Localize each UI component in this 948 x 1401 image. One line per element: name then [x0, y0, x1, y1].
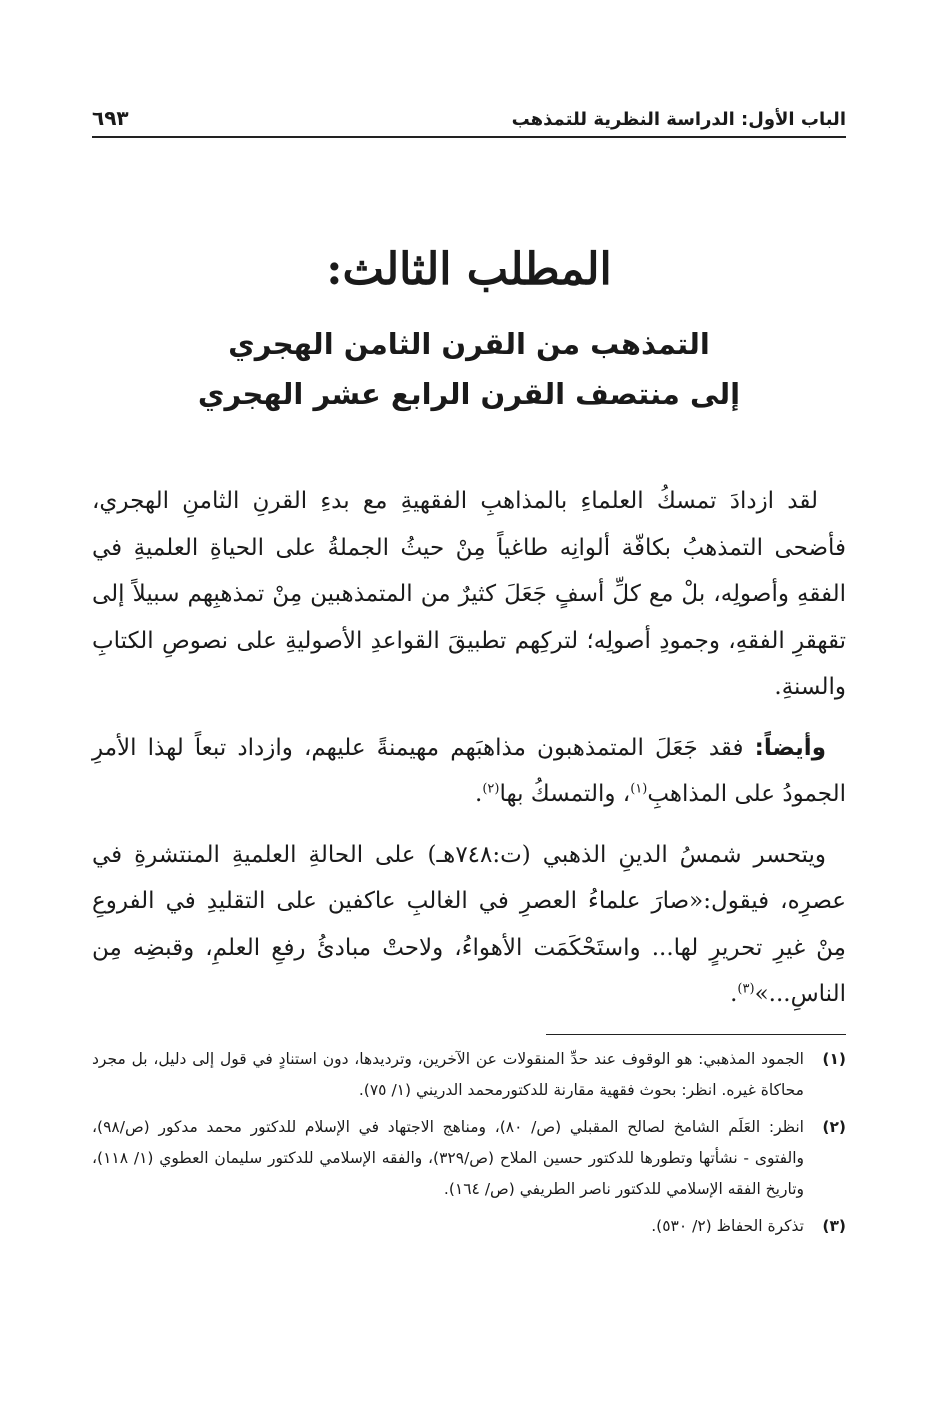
- paragraph-2-text-b: ، والتمسكُ بها: [499, 781, 631, 807]
- paragraph-3-text-a: ويتحسر شمسُ الدينِ الذهبي (ت:٧٤٨هـ) على الحالةِ العلميةِ المنتشرةِ في عصرِه، فيقول:«صارَ علماءُ العصرِ في الغالبِ عاكفين على التقليدِ في الفروعِ مِنْ غيرِ تحريرٍ لها... واستَحْكَمَت الأهواءُ، ولاحتْ مبادئُ رفعِ العلمِ، وقبضِه مِن الناسِ...»: [92, 841, 847, 1007]
- footnote-item: [92, 1044, 846, 1106]
- paragraph-2: [92, 725, 846, 818]
- footnote-item: [92, 1112, 846, 1205]
- paragraph-2-lead: وأيضاً:: [754, 734, 826, 761]
- footnote-number: (٣): [822, 1217, 846, 1235]
- paragraph-2-text-c: .: [475, 781, 483, 807]
- section-label: المطلب الثالث:: [326, 244, 612, 295]
- paragraph-2-text-a: فقد جَعَلَ المتمذهبون مذاهبَهم مهيمنةً عليهم، وازداد تبعاً لهذا الأمرِ الجمودُ على المذاهبِ: [92, 734, 846, 807]
- footnote-number: (١): [822, 1050, 846, 1068]
- running-title: الباب الأول: الدراسة النظرية للتمذهب: [511, 109, 846, 130]
- paragraph-3: [92, 832, 846, 1018]
- footnote-number: (٢): [822, 1118, 846, 1136]
- footnote-divider: [546, 1034, 846, 1035]
- footnote-item: [92, 1211, 846, 1242]
- footnote-text: انظر: العَلَم الشامخ لصالح المقبلي (ص/ ٨٠)، ومناهج الاجتهاد في الإسلام للدكتور محمد مدكور (ص/٩٨)، والفتوى - نشأتها وتطورها للدكتور حسين الملاح (ص/٣٢٩)، والفقه الإسلامي للدكتور سليمان العطوي (١/ ١١٨)، وتاريخ الفقه الإسلامي للدكتور ناصر الطريفي (ص/ ١٦٤).: [92, 1118, 804, 1198]
- body-text: [92, 478, 846, 1032]
- page-number: ٦٩٣: [92, 106, 129, 130]
- footnote-text: تذكرة الحفاظ (٢/ ٥٣٠).: [651, 1217, 804, 1235]
- footnotes: [92, 1044, 846, 1248]
- footnote-text: الجمود المذهبي: هو الوقوف عند حدِّ المنقولات عن الآخرين، وترديدها، دون استنادٍ في قول إلى دليل، بل مجرد محاكاة غيره. انظر: بحوث فقهية مقارنة للدكتورمحمد الدريني (١/ ٧٥).: [92, 1050, 804, 1099]
- footnote-ref-1[interactable]: (١): [630, 781, 648, 797]
- footnote-ref-2[interactable]: (٢): [482, 781, 500, 797]
- section-title-line-1: التمذهب من القرن الثامن الهجري: [228, 327, 710, 361]
- paragraph-3-text-b: .: [730, 981, 738, 1007]
- section-title-line-2: إلى منتصف القرن الرابع عشر الهجري: [197, 377, 741, 411]
- footnote-ref-3[interactable]: (٣): [737, 981, 755, 997]
- running-head: [92, 104, 846, 138]
- paragraph-1: لقد ازدادَ تمسكُ العلماءِ بالمذاهبِ الفقهيةِ مع بدءِ القرنِ الثامنِ الهجري، فأضحى التمذهبُ بكافّة ألوانِه طاغياً مِنْ حيثُ الجملةُ على الحياةِ العلميةِ في الفقهِ وأصولِه، بلْ مع كلِّ أسفٍ جَعَلَ كثيرٌ من المتمذهبين مِنْ تمذهبِهم سبيلاً إلى تقهقرِ الفقهِ، وجمودِ أصولِه؛ لتركِهم تطبيقَ القواعدِ الأصوليةِ على نصوصِ الكتابِ والسنةِ.: [92, 488, 846, 700]
